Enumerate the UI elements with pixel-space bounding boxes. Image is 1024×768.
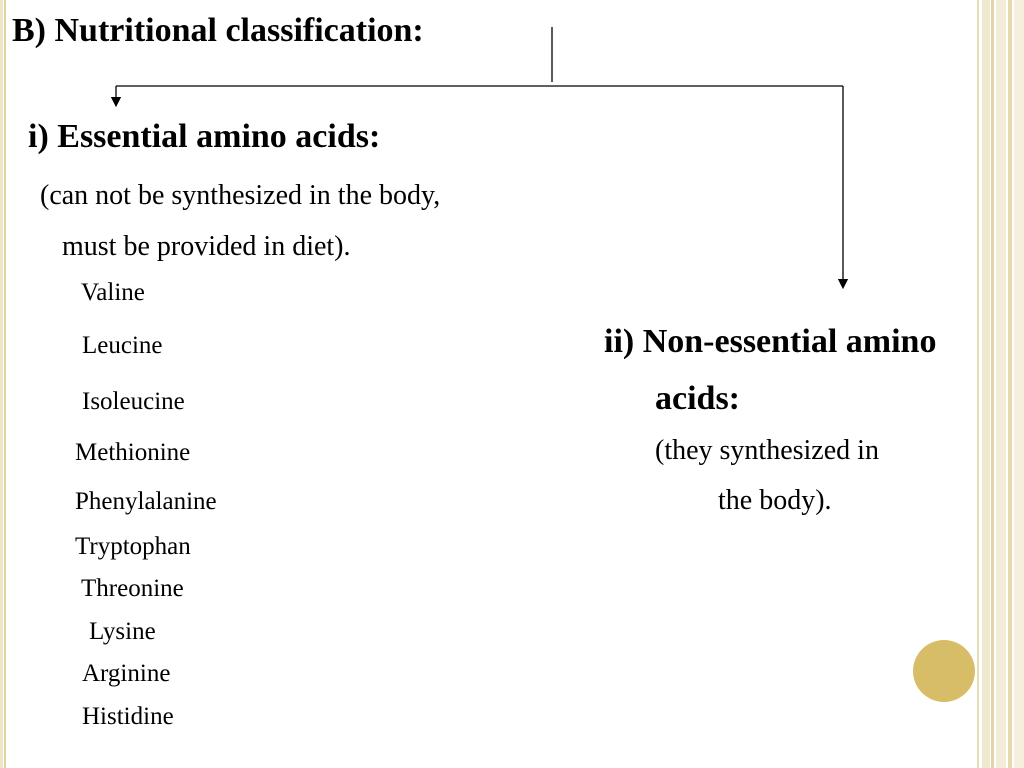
essential-note-line1: (can not be synthesized in the body, (40, 180, 441, 211)
non-essential-heading-line2: acids: (655, 380, 740, 417)
essential-list-item: Valine (81, 279, 145, 306)
non-essential-heading-line1: ii) Non-essential amino (604, 323, 937, 360)
non-essential-note-line2: the body). (718, 485, 832, 516)
essential-list-item: Lysine (89, 618, 156, 645)
essential-list-item: Isoleucine (82, 388, 185, 415)
essential-list-item: Phenylalanine (75, 488, 217, 515)
essential-list-item: Threonine (81, 575, 184, 602)
slide-title: B) Nutritional classification: (12, 12, 424, 49)
essential-list-item: Methionine (75, 439, 191, 466)
essential-list-item: Histidine (82, 703, 174, 730)
essential-list-item: Leucine (82, 332, 163, 359)
essential-list-item: Arginine (82, 660, 171, 687)
essential-list-item: Tryptophan (75, 533, 191, 560)
essential-heading: i) Essential amino acids: (28, 118, 381, 155)
non-essential-note-line1: (they synthesized in (655, 435, 879, 466)
essential-note-line2: must be provided in diet). (62, 231, 351, 262)
